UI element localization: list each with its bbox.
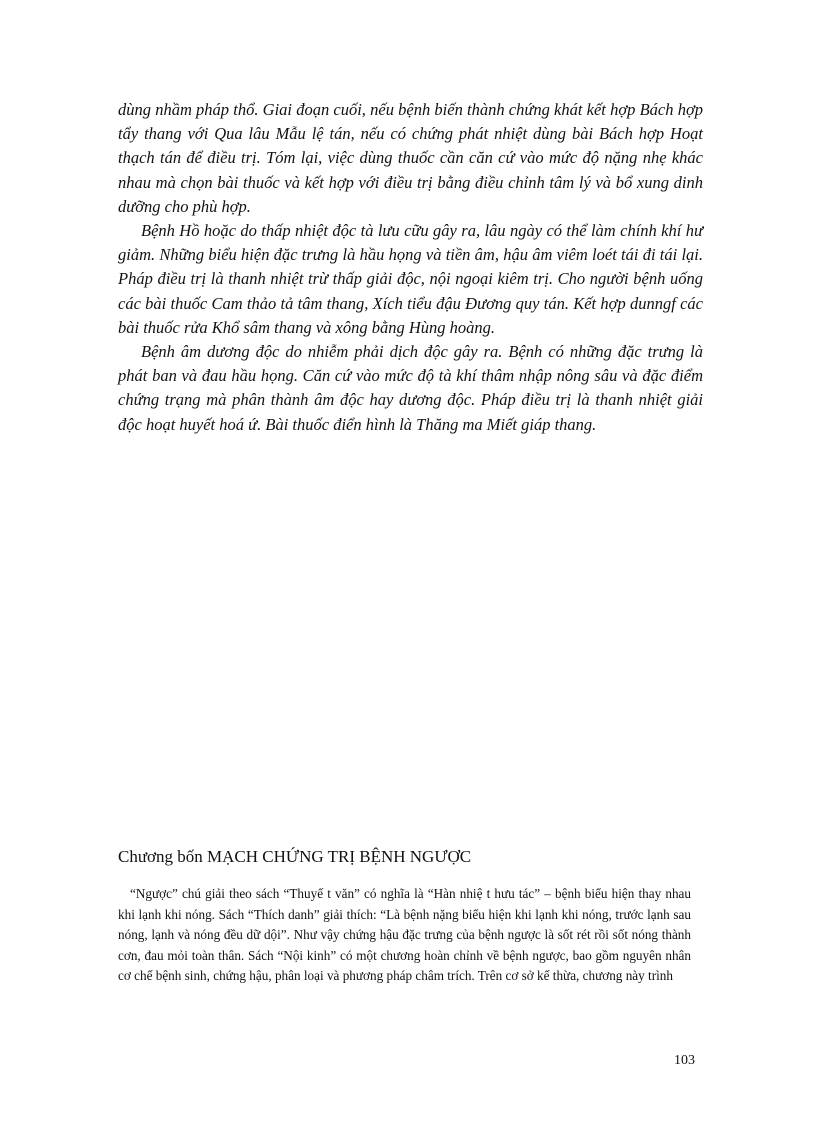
chapter-title: Chương bốn MẠCH CHỨNG TRỊ BỆNH NGƯỢC xyxy=(118,847,472,866)
paragraph: Bệnh âm dương độc do nhiễm phải dịch độc gây ra. Bệnh có những đặc trưng là phát ban và đau hầu họng. Căn cứ vào mức độ tà khí thâm nhập nông sâu và đặc điểm chứng trạng mà phân thành âm độc hay dương độc. Pháp điều trị là thanh nhiệt giải độc hoạt huyết hoá ứ. Bài thuốc điển hình là Thăng ma Miết giáp thang. xyxy=(118,342,703,434)
continuation-text xyxy=(118,98,703,437)
paragraph: dùng nhầm pháp thổ. Giai đoạn cuối, nếu bệnh biến thành chứng khát kết hợp Bách hợp tẩy thang với Qua lâu Mẫu lệ tán, nếu có chứng phát nhiệt dùng bài Bách hợp Hoạt thạch tán để điều trị. Tóm lại, việc dùng thuốc cần căn cứ vào mức độ nặng nhẹ khác nhau mà chọn bài thuốc và kết hợp với điều trị bằng điều chỉnh tâm lý và bổ xung dinh dưỡng cho phù hợp. xyxy=(118,100,703,216)
paragraph: Bệnh Hồ hoặc do thấp nhiệt độc tà lưu cữu gây ra, lâu ngày có thể làm chính khí hư giảm. Những biểu hiện đặc trưng là hầu họng và tiền âm, hậu âm viêm loét tái đi tái lại. Pháp điều trị là thanh nhiệt trừ thấp giải độc, nội ngoại kiêm trị. Cho người bệnh uống các bài thuốc Cam thảo tả tâm thang, Xích tiểu đậu Đương quy tán. Kết hợp dunngf các bài thuốc rửa Khổ sâm thang và xông bằng Hùng hoàng. xyxy=(118,221,703,337)
paragraph: “Ngược” chú giải theo sách “Thuyế t văn” có nghĩa là “Hàn nhiệ t hưu tác” – bệnh biểu hiện thay nhau khi lạnh khi nóng. Sách “Thích danh” giải thích: “Là bệnh nặng biểu hiện khi lạnh khi nóng, trước lạnh sau nóng, lạnh và nóng đều dữ dội”. Như vậy chứng hậu đặc trưng của bệnh ngược là sốt rét rồi sốt nóng thành cơn, đau mỏi toàn thân. Sách “Nội kinh” có một chương hoàn chỉnh về bệnh ngược, bao gồm nguyên nhân cơ chế bệnh sinh, chứng hậu, phân loại và phương pháp châm trích. Trên cơ sở kế thừa, chương này trình xyxy=(118,886,691,984)
page-number: 103 xyxy=(674,1053,695,1068)
chapter-intro-text xyxy=(118,884,691,987)
